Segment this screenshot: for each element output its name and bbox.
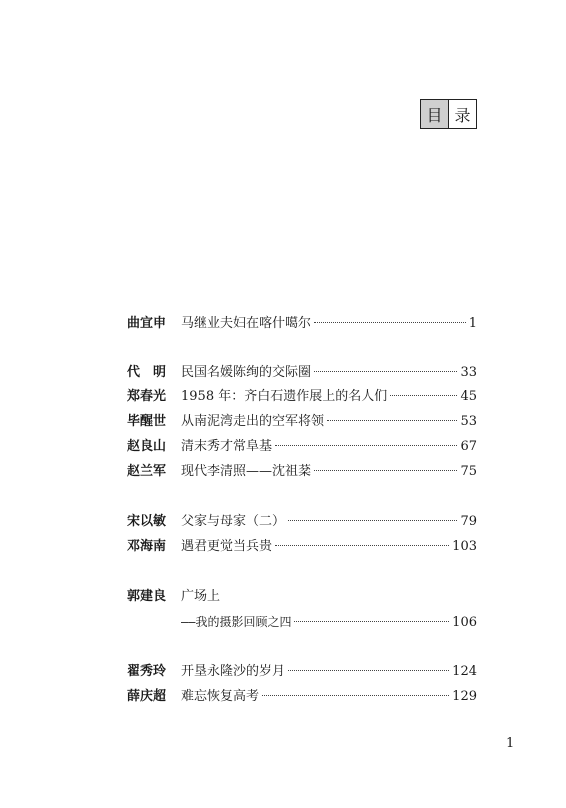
entry-page: 106: [452, 615, 477, 630]
entry-subtitle: ——我的摄影回顾之四: [181, 615, 292, 629]
page-number: 1: [506, 736, 515, 751]
entry-page: 33: [460, 365, 477, 380]
entry-page: 129: [452, 689, 477, 704]
entry-page: 67: [460, 439, 477, 454]
heading-char-mu: 目: [421, 100, 449, 128]
heading-char-lu: 录: [454, 105, 471, 125]
entry-author: 宋以敏: [127, 514, 167, 529]
toc-entry[interactable]: [127, 387, 477, 407]
toc-entry[interactable]: [127, 512, 477, 532]
toc-entry[interactable]: [127, 687, 477, 707]
leader-dots: [314, 322, 466, 323]
leader-dots: [390, 395, 457, 396]
entry-title: 民国名媛陈绚的交际圈: [181, 365, 312, 380]
entry-title: 广场上: [181, 589, 221, 604]
leader-dots: [275, 545, 449, 546]
entry-title: 难忘恢复高考: [181, 689, 260, 704]
entry-title: 开垦永隆沙的岁月: [181, 664, 286, 679]
entry-title: 遇君更觉当兵贵: [181, 539, 273, 554]
entry-page: 53: [460, 414, 477, 429]
entry-title: 清末秀才常阜基: [181, 439, 273, 454]
entry-page: 1: [468, 316, 477, 331]
leader-dots: [262, 695, 449, 696]
toc-entry[interactable]: [127, 537, 477, 557]
toc-entry[interactable]: [127, 314, 477, 334]
toc-entry[interactable]: [127, 437, 477, 457]
entry-page: 75: [460, 464, 477, 479]
entry-page: 124: [452, 664, 477, 679]
leader-dots: [288, 670, 449, 671]
entry-author: 薛庆超: [127, 689, 167, 704]
entry-page: 79: [460, 514, 477, 529]
entry-title: 父家与母家（二）: [181, 514, 286, 529]
toc-entry[interactable]: [127, 363, 477, 383]
entry-author: 邓海南: [127, 539, 167, 554]
leader-dots: [294, 621, 449, 622]
entry-author: 郑春光: [127, 389, 167, 404]
entry-author: 毕醒世: [127, 414, 167, 429]
entry-title: 从南泥湾走出的空军将领: [181, 414, 325, 429]
toc-entry[interactable]: [127, 662, 477, 682]
entry-author: 曲宜申: [127, 316, 167, 331]
entry-page: 103: [452, 539, 477, 554]
leader-dots: [314, 470, 457, 471]
entry-author: 代 明: [127, 365, 167, 380]
leader-dots: [327, 420, 457, 421]
leader-dots: [314, 371, 457, 372]
toc-entry[interactable]: [127, 462, 477, 482]
entry-author: 赵良山: [127, 439, 167, 454]
entry-author: 翟秀玲: [127, 664, 167, 679]
entry-title: 1958 年：齐白石遗作展上的名人们: [181, 389, 388, 404]
toc-heading: [420, 99, 477, 129]
entry-author: 郭建良: [127, 589, 167, 604]
entry-page: 45: [460, 389, 477, 404]
leader-dots: [275, 445, 457, 446]
toc-entry[interactable]: [127, 587, 477, 607]
toc-entry-continuation[interactable]: [127, 612, 477, 632]
entry-title: 马继业夫妇在喀什噶尔: [181, 316, 312, 331]
entry-author: 赵兰军: [127, 464, 167, 479]
entry-title: 现代李清照——沈祖棻: [181, 464, 312, 479]
toc-entry[interactable]: [127, 412, 477, 432]
leader-dots: [288, 520, 457, 521]
